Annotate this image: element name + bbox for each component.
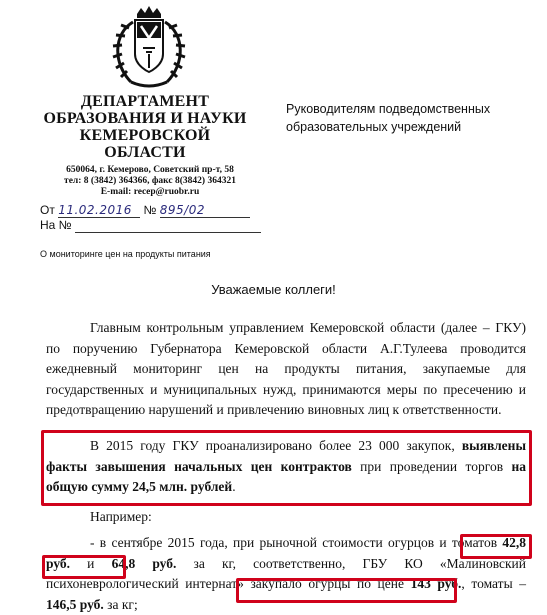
highlight-box [236,578,457,603]
text-run: за кг, соответственно, ГБУ КО «Малиновский психоневрологический интернат» закупало огурцы по цене [46,555,527,592]
text-run: В 2015 году ГКУ проанализировано более 23 000 закупок, [90,438,462,453]
phone-line: тел: 8 (3842) 364366, факс 8(3842) 364321 [64,176,236,186]
price-tomato-market: 64,8 руб. [111,555,177,571]
body-paragraph: Главным контрольным управлением Кемеровской области (далее – ГКУ) по поручению Губернатора Кемеровской области А.Г.Тулеева проводится ежедневный мониторинг цен на продукты питания, закупаемые для государственных и муниципальных нужд, принимаются меры по пресечению и предотвращению нарушений и привлечению виновных лиц к ответственности. [46,320,526,418]
recipient-line: образовательных учреждений [286,120,462,134]
bold-text: выявлены факты завышения начальных цен контрактов [46,438,526,474]
text-run: - в сентябре 2015 года, при рыночной стоимости огурцов и томатов [90,535,503,550]
number-sign: № [143,203,157,217]
department-line: ОБРАЗОВАНИЯ И НАУКИ [43,110,247,127]
letter-date: 11.02.2016 [58,203,132,217]
letter-subject: О мониторинге цен на продукты питания [40,249,211,259]
email-line: E-mail: recep@ruobr.ru [100,187,200,197]
recipient-block [286,100,536,136]
text-run: , томаты – [461,576,526,592]
kemerovo-coat-of-arms-icon [103,4,195,92]
department-name [40,93,250,161]
text-run: за кг; [103,596,138,612]
price-cucumber-market: 42,8 руб. [46,535,526,571]
outgoing-reference [40,203,270,218]
department-address [50,165,250,198]
price-cucumber-paid: 143 руб. [410,576,462,592]
bold-text: на общую сумму 24,5 млн. рублей [46,458,526,495]
incoming-reference [40,218,270,233]
highlight-box [41,430,532,506]
highlight-box [460,534,532,559]
department-line: ДЕПАРТАМЕНТ [80,93,210,110]
text-run: и [70,555,112,571]
example-heading: Например: [90,509,152,524]
na-label: На № [40,218,72,232]
text-run: при проведении торгов [351,458,512,474]
highlight-box [42,555,126,579]
department-line: КЕМЕРОВСКОЙ ОБЛАСТИ [79,127,211,161]
recipient-line: Руководителям подведомственных [286,102,491,116]
greeting: Уважаемые коллеги! [211,282,336,297]
text-run: . [232,479,236,495]
address-line: 650064, г. Кемерово, Советский пр-т, 58 [66,165,234,175]
letter-number: 895/02 [159,203,205,217]
from-label: От [40,203,55,217]
price-tomato-paid: 146,5 руб. [46,596,104,612]
